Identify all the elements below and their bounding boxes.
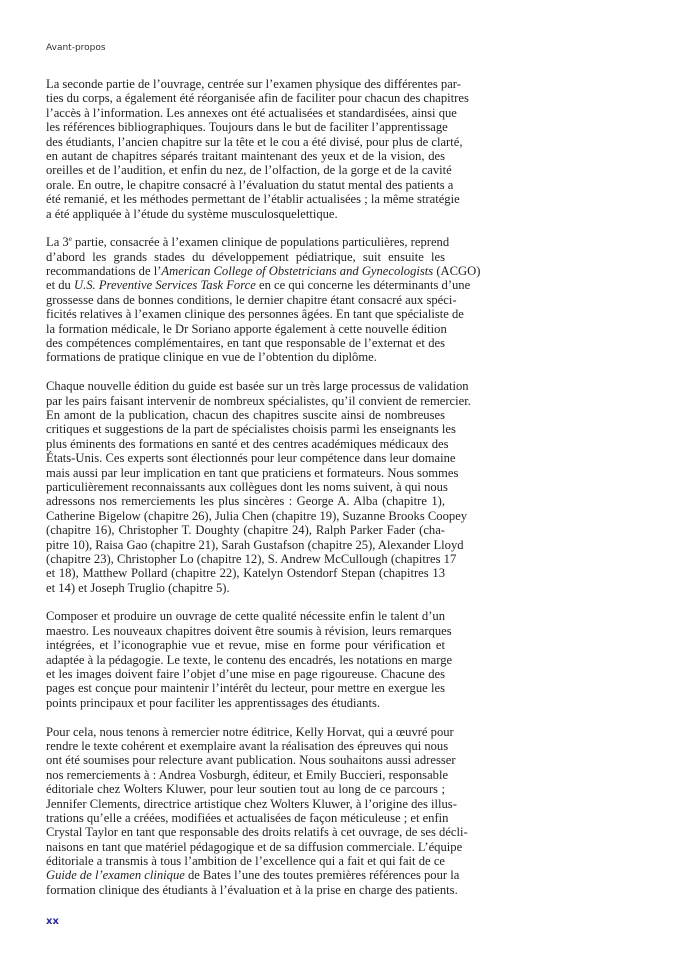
italic-text: Guide de l’examen clinique	[46, 868, 185, 883]
text-segment: de Bates l’une des toutes premières références pour la	[184, 868, 460, 883]
text-line	[46, 235, 450, 250]
text-line	[46, 91, 469, 106]
text-line	[46, 681, 445, 695]
text-line	[46, 839, 463, 854]
italic-text: American College of Obstetricians and Gynecologists	[161, 264, 434, 279]
text-line	[46, 379, 469, 394]
text-segment: critiques et suggestions de la part de spécialistes choisis parmi les enseignants les	[46, 422, 456, 437]
text-segment: (chapitre 23), Christopher Lo (chapitre 12), S. Andrew McCullough (chapitres 17	[46, 551, 457, 566]
text-line	[46, 264, 481, 279]
text-line	[46, 882, 458, 897]
text-segment: plus éminents des formations en santé et des centres académiques médicaux des	[46, 436, 449, 451]
text-segment: partie, consacrée à l’examen clinique de populations particulières, reprend	[71, 235, 450, 250]
text-line	[46, 393, 471, 408]
text-segment: pages est conçue pour maintenir l’intérêt du lecteur, pour mettre en exergue les	[46, 681, 445, 696]
text-line	[46, 479, 448, 494]
text-segment: points principaux et pour faciliter les apprentissages des étudiants.	[46, 695, 380, 710]
text-segment: trations qu’elle a créées, modifiées et actualisées de façon méticuleuse ; et enfin	[46, 810, 449, 825]
text-line	[46, 696, 445, 710]
text-line	[46, 623, 452, 638]
italic-text: U.S. Preventive Services Task Force	[73, 278, 256, 293]
text-segment: a été appliquée à l’étude du système musculosquelettique.	[46, 206, 338, 221]
text-line	[46, 667, 445, 681]
text-segment: et 18), Matthew Pollard (chapitre 22), Katelyn Ostendorf Stepan (chapitres 13	[46, 566, 445, 581]
text-segment: l’accès à l’information. Les annexes ont été actualisées et standardisées, ainsi que	[46, 105, 457, 120]
text-line	[46, 292, 457, 307]
text-segment: et les images doivent faire l’objet d’une mise en page rigoureuse. Chacune des	[46, 667, 445, 682]
text-segment: mais aussi par leur implication en tant que praticiens et formateurs. Nous sommes	[46, 465, 459, 480]
text-line	[46, 868, 460, 883]
text-line	[46, 767, 449, 782]
text-line	[46, 825, 468, 840]
text-segment: Crystal Taylor en tant que responsable des droits relatifs à cet ouvrage, de ses décli-	[46, 825, 468, 840]
text-segment: des étudiants, l’ancien chapitre sur la tête et le cou a été divisé, pour plus de clarté,	[46, 134, 463, 149]
text-segment: ties du corps, a également été réorganisée afin de faciliter pour chacun des chapitres	[46, 91, 469, 106]
text-line	[46, 551, 457, 566]
text-segment: (ACGO)	[433, 264, 481, 279]
paragraph	[46, 609, 453, 710]
text-line	[46, 192, 460, 207]
text-segment: rendre le texte cohérent et exemplaire avant la réalisation des épreuves qui nous	[46, 738, 449, 753]
text-line	[46, 796, 457, 811]
text-segment: des compétences complémentaires, en tant que responsable de l’externat et des	[46, 336, 445, 351]
text-segment: oreilles et de l’audition, et enfin du nez, de l’olfaction, de la gorge et de la cavité	[46, 163, 452, 178]
text-line	[46, 782, 445, 796]
text-segment: été remanié, et les méthodes permettant de l’établir actualisées ; la même stratégie	[46, 192, 460, 207]
text-segment: En amont de la publication, chacun des chapitres suscite ainsi de nombreuses	[46, 407, 445, 422]
text-segment: La 3	[46, 235, 69, 250]
text-line	[46, 307, 464, 322]
text-segment: formation clinique des étudiants à l’évaluation et à la prise en charge des patients.	[46, 882, 458, 897]
text-segment: ficités relatives à l’examen clinique des personnes âgées. En tant que spécialiste de	[46, 307, 464, 322]
text-segment: États-Unis. Ces experts sont électionnés pour leur compétence dans leur domaine	[46, 451, 456, 466]
text-segment: maestro. Les nouveaux chapitres doivent être soumis à révision, leurs remarques	[46, 623, 452, 638]
text-segment: adressons nos remerciements les plus sincères : George A. Alba (chapitre 1),	[46, 494, 445, 509]
text-segment: orale. En outre, le chapitre consacré à l’évaluation du statut mental des patients a	[46, 177, 454, 192]
text-segment: recommandations de l’	[46, 264, 162, 279]
text-line	[46, 854, 445, 868]
text-line	[46, 149, 445, 163]
text-line	[46, 436, 449, 451]
text-line	[46, 322, 445, 336]
text-line	[46, 537, 464, 552]
text-line	[46, 278, 471, 293]
text-segment: (chapitre 16), Christopher T. Doughty (chapitre 24), Ralph Parker Fader (cha-	[46, 523, 445, 538]
text-line	[46, 652, 453, 667]
page-number: xx	[46, 916, 59, 927]
text-line	[46, 250, 445, 264]
text-line	[46, 810, 449, 825]
text-line	[46, 738, 449, 753]
text-line	[46, 508, 468, 523]
text-line	[46, 724, 454, 739]
text-line	[46, 566, 445, 580]
text-segment: Pour cela, nous tenons à remercier notre éditrice, Kelly Horvat, qui a œuvré pour	[46, 724, 454, 739]
text-segment: Chaque nouvelle édition du guide est basée sur un très large processus de validation	[46, 379, 469, 394]
text-line	[46, 77, 461, 91]
text-line	[46, 638, 445, 652]
text-segment: en ce qui concerne les déterminants d’une	[255, 278, 471, 293]
text-segment: et du	[46, 278, 74, 293]
paragraph	[46, 379, 471, 595]
text-segment: en autant de chapitres séparés traitant maintenant des yeux et de la vision, des	[46, 148, 445, 163]
text-line	[46, 422, 456, 437]
text-segment: les références bibliographiques. Toujours dans le but de faciliter l’apprentissage	[46, 120, 448, 135]
text-segment: La seconde partie de l’ouvrage, centrée sur l’examen physique des différentes par-	[46, 77, 461, 91]
text-segment: d’abord les grands stades du développement pédiatrique, suit ensuite les	[46, 249, 445, 264]
text-segment: nos remerciements à : Andrea Vosburgh, éditeur, et Emily Buccieri, responsable	[46, 767, 449, 782]
text-segment: grossesse dans de bonnes conditions, le dernier chapitre étant consacré aux spéci-	[46, 292, 457, 307]
text-line	[46, 120, 448, 135]
text-segment: éditoriale chez Wolters Kluwer, pour leur soutien tout au long de ce parcours ;	[46, 782, 445, 797]
text-line	[46, 207, 445, 221]
text-line	[46, 581, 445, 595]
paragraph	[46, 77, 469, 221]
text-segment: pitre 10), Raisa Gao (chapitre 21), Sarah Gustafson (chapitre 25), Alexander Lloyd	[46, 537, 464, 552]
text-line	[46, 177, 454, 192]
text-line	[46, 753, 456, 768]
text-line	[46, 465, 459, 480]
paragraph	[46, 724, 468, 898]
text-segment: naisons en tant que matériel pédagogique et de sa diffusion commerciale. L’équipe	[46, 839, 463, 854]
text-line	[46, 523, 445, 537]
text-segment: Jennifer Clements, directrice artistique chez Wolters Kluwer, à l’origine des illus-	[46, 796, 457, 811]
text-line	[46, 105, 457, 120]
text-segment: intégrées, et l’iconographie vue et revue, mise en forme pour vérification et	[46, 638, 445, 653]
text-line	[46, 451, 456, 466]
text-line	[46, 336, 445, 350]
text-line	[46, 163, 452, 178]
text-segment: éditoriale a transmis à tous l’ambition de l’excellence qui a fait et qui fait de ce	[46, 854, 445, 869]
superscript: e	[68, 235, 72, 244]
text-line	[46, 408, 445, 422]
text-segment: la formation médicale, le Dr Soriano apporte également à cette nouvelle édition	[46, 321, 447, 336]
text-segment: Catherine Bigelow (chapitre 26), Julia Chen (chapitre 19), Suzanne Brooks Coopey	[46, 508, 468, 523]
text-segment: et 14) et Joseph Truglio (chapitre 5).	[46, 580, 230, 595]
text-line	[46, 134, 463, 149]
running-head: Avant-propos	[46, 43, 106, 53]
text-line	[46, 609, 445, 623]
text-segment: adaptée à la pédagogie. Le texte, le contenu des encadrés, les notations en marge	[46, 652, 453, 667]
paragraph	[46, 235, 481, 365]
text-segment: Composer et produire un ouvrage de cette qualité nécessite enfin le talent d’un	[46, 609, 445, 624]
text-segment: ont été soumises pour relecture avant publication. Nous souhaitons aussi adresser	[46, 753, 456, 768]
text-segment: particulièrement reconnaissants aux collègues dont les noms suivent, à qui nous	[46, 479, 448, 494]
text-line	[46, 494, 445, 508]
text-line	[46, 350, 445, 364]
text-segment: par les pairs faisant intervenir de nombreux spécialistes, qu’il convient de remercier.	[46, 393, 471, 408]
text-segment: formations de pratique clinique en vue de l’obtention du diplôme.	[46, 350, 377, 365]
body-text	[46, 77, 481, 912]
